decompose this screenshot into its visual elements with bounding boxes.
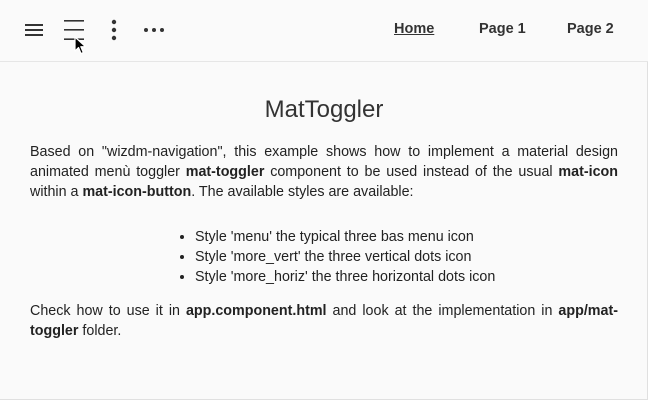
list-item: • Style 'more_horiz' the three horizontal dots icon (195, 267, 618, 287)
list-item: • Style 'menu' the typical three bas menu icon (195, 227, 618, 247)
mouse-cursor-icon (74, 36, 88, 56)
nav-home-link[interactable]: Home (394, 21, 435, 37)
nav-page-1-link[interactable]: Page 1 (479, 21, 526, 37)
more-vert-icon (110, 19, 118, 41)
page-title: MatToggler (264, 96, 384, 123)
more-horiz-button[interactable] (134, 10, 174, 50)
main-content (30, 62, 618, 341)
styles-list (30, 227, 618, 287)
nav-page-2-link[interactable]: Page 2 (567, 21, 614, 37)
menu-toggle-button[interactable] (14, 10, 54, 50)
intro-paragraph: Based on "wizdm-navigation", this example shows how to implement a material design animated menù toggler mat-toggler component to be used instead of the usual mat-icon within a mat-icon-button. The available styles are available: (30, 144, 618, 200)
menu-icon (24, 22, 44, 38)
more-vert-button[interactable] (94, 10, 134, 50)
more-horiz-icon (143, 26, 165, 34)
toolbar (0, 0, 648, 62)
list-item: • Style 'more_vert' the three vertical dots icon (195, 247, 618, 267)
outro-paragraph: Check how to use it in app.component.html and look at the implementation in app/mat-toggler folder. (30, 303, 618, 339)
